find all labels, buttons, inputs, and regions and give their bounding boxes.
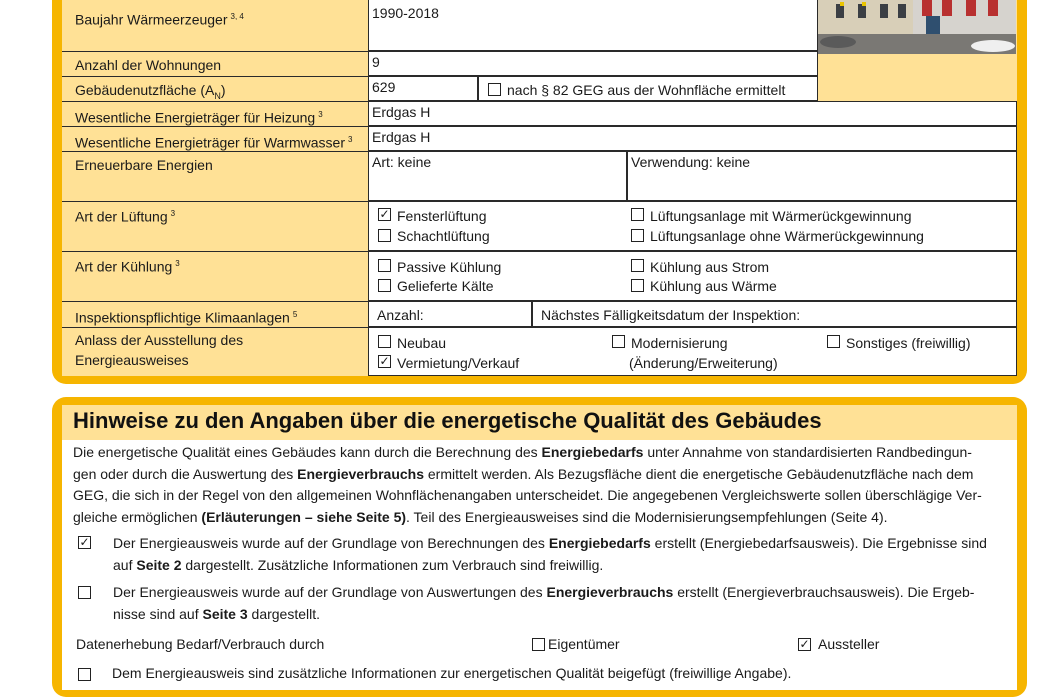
lueftung-label: Art der Lüftung $^3$: [75, 208, 176, 225]
sonstiges-label: Sonstiges (freiwillig): [846, 335, 971, 351]
nutzflaeche-option-label: nach § 82 GEG aus der Wohnfläche ermittelt: [507, 82, 786, 98]
vermietung-label: Vermietung/Verkauf: [397, 355, 520, 371]
heizung-value-cell: [368, 101, 1017, 126]
gelieferte-kaelte-checkbox[interactable]: [378, 279, 391, 292]
lueftungsanlage-ohne-label: Lüftungsanlage ohne Wärmerückgewinnung: [650, 228, 924, 244]
lueftungsanlage-ohne-checkbox[interactable]: [631, 229, 644, 242]
gelieferte-kaelte-label: Gelieferte Kälte: [397, 278, 494, 294]
verbrauchsausweis-checkbox[interactable]: [78, 586, 91, 599]
passive-kuehlung-checkbox[interactable]: [378, 259, 391, 272]
erneuerbare-verwendung: Verwendung: keine: [631, 154, 751, 170]
erneuerbare-art: Art: keine: [372, 154, 432, 170]
modernisierung-sublabel: (Änderung/Erweiterung): [629, 355, 778, 371]
kuehlung-strom-checkbox[interactable]: [631, 259, 644, 272]
kuehlung-waerme-checkbox[interactable]: [631, 279, 644, 292]
baujahr-value: 1990-2018: [372, 5, 439, 21]
aussteller-label: Aussteller: [818, 636, 880, 652]
datenerhebung-label: Datenerhebung Bedarf/Verbrauch durch: [76, 636, 325, 652]
nutzflaeche-label: Gebäudenutzfläche $(A_N)$: [75, 82, 226, 101]
row-divider: [62, 327, 368, 328]
warmwasser-value-cell: [368, 126, 1017, 151]
wohnungen-value: 9: [372, 54, 380, 70]
anlass-label-line2: Energieausweises: [75, 352, 189, 368]
row-divider: [62, 201, 368, 202]
kuehlung-waerme-label: Kühlung aus Wärme: [650, 278, 777, 294]
neubau-label: Neubau: [397, 335, 447, 351]
anlass-label-line1: Anlass der Ausstellung des: [75, 332, 244, 348]
sonstiges-checkbox[interactable]: [827, 335, 840, 348]
lueftungsanlage-mit-checkbox[interactable]: [631, 208, 644, 221]
kuehlung-strom-label: Kühlung aus Strom: [650, 259, 770, 275]
warmwasser-value: Erdgas H: [372, 129, 431, 145]
row-divider: [62, 251, 368, 252]
nutzflaeche-value: 629: [372, 79, 396, 95]
baujahr-label: Baujahr Wärmeerzeuger $^{3, 4}$: [75, 11, 244, 28]
bedarfsausweis-text: Der Energieausweis wurde auf der Grundlage von Berechnungen des Energiebedarfs erstellt (Energiebedarfsausweis). Die Ergebnisse sind auf Seite 2 dargestellt. Zusätzliche Informationen zum Verbrauch sind freiwillig.: [113, 535, 987, 573]
vermietung-checkbox[interactable]: ✓: [379, 354, 390, 368]
modernisierung-checkbox[interactable]: [612, 335, 625, 348]
fensterlueftung-label: Fensterlüftung: [397, 208, 487, 224]
row-divider: [62, 51, 368, 52]
warmwasser-label: Wesentliche Energieträger für Warmwasser $^3$: [75, 134, 353, 151]
eigentuemer-label: Eigentümer: [548, 636, 620, 652]
nutzflaeche-checkbox[interactable]: [488, 83, 501, 96]
row-divider: [62, 76, 368, 77]
building-photo: [818, 0, 1016, 54]
klima-datum: Nächstes Fälligkeitsdatum der Inspektion:: [541, 307, 801, 323]
wohnungen-label: Anzahl der Wohnungen: [75, 57, 222, 73]
fensterlueftung-checkbox[interactable]: ✓: [379, 207, 390, 221]
kuehlung-label: Art der Kühlung $^3$: [75, 258, 180, 275]
modernisierung-label: Modernisierung: [631, 335, 728, 351]
hinweise-title: Hinweise zu den Angaben über die energetische Qualität des Gebäudes: [73, 408, 822, 433]
bedarfsausweis-checkbox[interactable]: ✓: [79, 535, 90, 549]
schachtlueftung-label: Schachtlüftung: [397, 228, 490, 244]
erneuerbare-label: Erneuerbare Energien: [75, 157, 213, 173]
klima-label: Inspektionspflichtige Klimaanlagen $^5$: [75, 309, 298, 326]
eigentuemer-checkbox[interactable]: [532, 638, 545, 651]
wohnungen-value-cell: [368, 51, 818, 76]
zusatzinfo-text: Dem Energieausweis sind zusätzliche Informationen zur energetischen Qualität beigefügt (freiwillige Angabe).: [112, 665, 792, 681]
verbrauchsausweis-text: Der Energieausweis wurde auf der Grundlage von Auswertungen des Energieverbrauchs erstellt (Energieverbrauchsausweis). Die Ergeb- nisse sind auf Seite 3 dargestellt.: [113, 584, 975, 622]
schachtlueftung-checkbox[interactable]: [378, 229, 391, 242]
aussteller-checkbox[interactable]: ✓: [799, 637, 810, 651]
heizung-value: Erdgas H: [372, 104, 431, 120]
row-divider: [62, 301, 368, 302]
neubau-checkbox[interactable]: [378, 335, 391, 348]
klima-anzahl: Anzahl:: [377, 307, 424, 323]
hinweise-intro: Die energetische Qualität eines Gebäudes kann durch die Berechnung des Energiebedarfs unter Annahme von standardisierten Randbedingun- gen oder durch die Auswertung des Energieverbrauchs ermittelt werden. Als Bezugsfläche dient die energetische Gebäudenutzfläche nach dem GEG, die sich in der Regel von den allgemeinen Wohnflächenangaben unterscheidet. Die angegebenen Vergleichswerte sollen überschlägige Ver- gleiche ermöglichen (Erläuterungen – siehe Seite 5). Teil des Energieausweises sind die Modernisierungsempfehlungen (Seite 4).: [73, 444, 982, 525]
heizung-label: Wesentliche Energieträger für Heizung $^3$: [75, 109, 323, 126]
lueftungsanlage-mit-label: Lüftungsanlage mit Wärmerückgewinnung: [650, 208, 912, 224]
passive-kuehlung-label: Passive Kühlung: [397, 259, 502, 275]
